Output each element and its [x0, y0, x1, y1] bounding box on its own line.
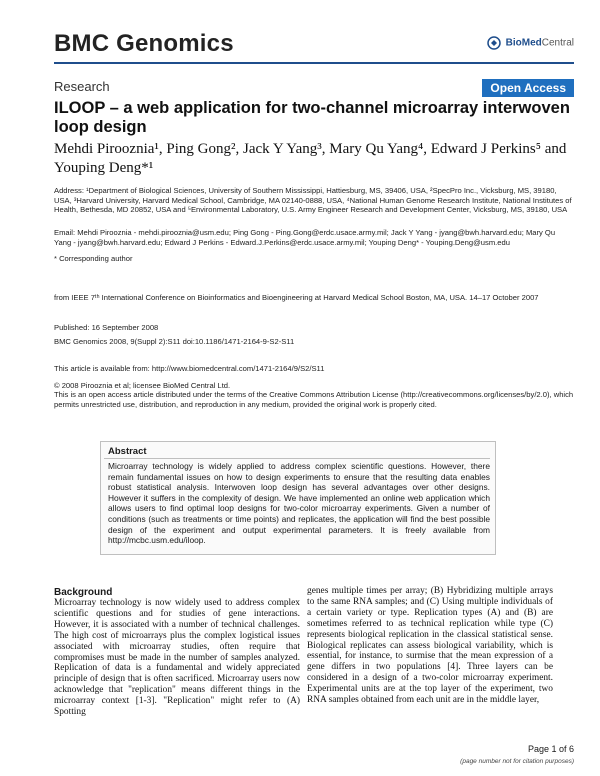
body-column-right: genes multiple times per array; (B) Hybridizing multiple arrays to the same RNA samples; and (C) Using multiple individuals of a certain variety or type. Replication types (A) and (B) are sometimes referred to as technical replication while type (C) represents biological replication in the classical statistical sense. Biological replicates can assess biological variability, which is essential, for instance, to surmise that the mean expression of a gene differs in two populations [4]. Three layers can be considered in a design of a two-color microarray experiment. Experimental units are at the top layer of the experiment, two RNA samples obtained from each unit are in the middle layer,: [307, 586, 553, 706]
page-number: Page 1 of 6: [527, 744, 574, 754]
abstract-divider: [104, 458, 490, 459]
background-heading: Background: [54, 587, 113, 598]
author-emails: Email: Mehdi Pirooznia - mehdi.pirooznia@usm.edu; Ping Gong - Ping.Gong@erdc.usace.army.mil; Jack Y Yang - jyang@bwh.harvard.edu; Mary Qu Yang - jyang@bwh.harvard.edu; Edward J Perkins - Edward.J.Perkins@erdc.usace.army.mil; Youping Deng* - Youping.Deng@usm.edu: [54, 228, 556, 247]
journal-title: BMC Genomics: [54, 30, 234, 57]
article-title: ILOOP – a web application for two-channel microarray interwoven loop design: [54, 99, 570, 136]
corresponding-author-note: * Corresponding author: [54, 254, 133, 263]
copyright-line: © 2008 Pirooznia et al; licensee BioMed Central Ltd.: [54, 381, 231, 390]
page-number-note: (page number not for citation purposes): [460, 758, 574, 765]
conference-note: from IEEE 7ᵗʰ International Conference on Bioinformatics and Bioengineering at Harvard Medical School Boston, MA, USA. 14–17 October 2007: [54, 293, 539, 302]
biomed-central-logo-icon: [487, 36, 501, 50]
abstract-text: Microarray technology is widely applied to address complex scientific questions. However, there remain fundamental issues on how to design experiments to ensure that the resulting data enables robust statistical analysis. Interwoven loop design has several advantages over other designs. However it suffers in the complexity of design. We have implemented an online web application which allows users to find optimal loop designs for two-color microarray experiments. Given a number of conditions (such as treatments or time points) and replicates, the application will find the best possible design of the experiment and output experimental parameters. It is freely available from http://mcbc.usm.edu/iloop.: [108, 461, 490, 546]
publisher-name-bio: BioMed: [505, 37, 542, 49]
availability-line[interactable]: This article is available from: http://www.biomedcentral.com/1471-2164/9/S2/S11: [54, 364, 325, 373]
publisher-name-central: Central: [541, 37, 574, 49]
license-text[interactable]: This is an open access article distributed under the terms of the Creative Commons Attribution License (http://creativecommons.org/licenses/by/2.0), which permits unrestricted use, distribution, and reproduction in any medium, provided the original work is properly cited.: [54, 390, 574, 409]
open-access-badge: Open Access: [482, 79, 574, 97]
publisher-logo: [487, 36, 574, 50]
article-type-label: Research: [54, 79, 110, 94]
author-addresses: Address: ¹Department of Biological Sciences, University of Southern Mississippi, Hattiesburg, MS, 39406, USA, ²SpecPro Inc., Vicksburg, MS, 39180, USA, ³Harvard University, Harvard Medical School, Cambridge, MA 02140-0888, USA, ⁴National Human Genome Research Institute, National Institutes of Health, Bethesda, MD 20852, USA and ⁵Environmental Laboratory, U.S. Army Engineer Research and Development Center, Vicksburg, MS, 39180, USA: [54, 186, 572, 215]
header-divider: [54, 62, 574, 64]
published-date: Published: 16 September 2008: [54, 323, 159, 332]
body-column-left: Microarray technology is now widely used to address complex scientific questions and for studies of gene interactions. However, it is associated with a number of technical challenges. The high cost of microarrays plus the complex logistical issues associated with microarray studies, often require that compromises must be made in the number of samples analyzed. Replication of data is a fundamental and widely appreciated principle of design that is often sacrificed. Microarray users now acknowledge that "replication" means different things in the microarray context [1-3]. "Replication" might refer to (A) Spotting: [54, 598, 300, 718]
abstract-heading: Abstract: [108, 446, 147, 457]
author-list: Mehdi Pirooznia¹, Ping Gong², Jack Y Yang³, Mary Qu Yang⁴, Edward J Perkins⁵ and Youping Deng*¹: [54, 141, 567, 176]
citation-line: BMC Genomics 2008, 9(Suppl 2):S11 doi:10.1186/1471-2164-9-S2-S11: [54, 337, 295, 346]
